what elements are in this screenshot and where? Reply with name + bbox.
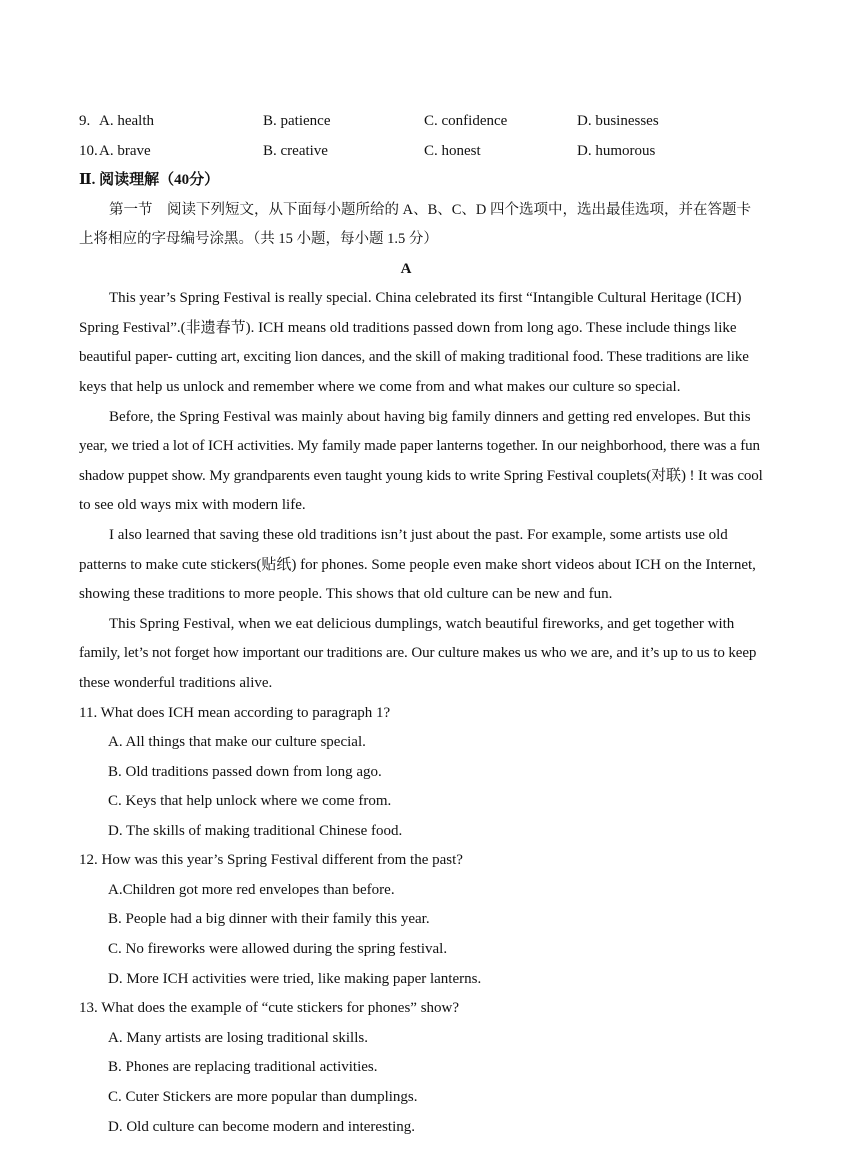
answer-option: C. No fireworks were allowed during the spring festival. xyxy=(108,941,448,957)
section-heading: Ⅱ. 阅读理解（40分） xyxy=(79,172,220,188)
option-c: C. honest xyxy=(424,143,481,159)
question-stem: 11. What does ICH mean according to paragraph 1? xyxy=(79,705,391,721)
passage-line: year, we tried a lot of ICH activities. My family made paper lanterns together. In our neighborhood, there was a fun xyxy=(79,438,760,454)
passage-line: Before, the Spring Festival was mainly about having big family dinners and getting red envelopes. But this xyxy=(109,409,751,425)
passage-label: A xyxy=(400,261,412,277)
passage-line: showing these traditions to more people. This shows that old culture can be new and fun. xyxy=(79,586,613,602)
answer-option: B. Phones are replacing traditional activities. xyxy=(108,1059,378,1075)
passage-line: Spring Festival”.(非遗春节). ICH means old traditions passed down from long ago. These include things like xyxy=(79,320,737,336)
passage-line: keys that help us unlock and remember where we come from and what makes our culture so special. xyxy=(79,379,681,395)
option-b: B. patience xyxy=(263,113,331,129)
option-a: A. brave xyxy=(99,143,151,159)
question-number: 9. xyxy=(79,113,91,129)
passage-line: This year’s Spring Festival is really special. China celebrated its first “Intangible Cultural Heritage (ICH) xyxy=(109,290,742,306)
passage-line: I also learned that saving these old traditions isn’t just about the past. For example, some artists use old xyxy=(109,527,728,543)
answer-option: D. More ICH activities were tried, like making paper lanterns. xyxy=(108,971,482,987)
passage-line: family, let’s not forget how important our traditions are. Our culture makes us who we are, and it’s up to us to keep xyxy=(79,645,757,661)
question-stem: 13. What does the example of “cute stickers for phones” show? xyxy=(79,1000,460,1016)
answer-option: B. People had a big dinner with their family this year. xyxy=(108,911,430,927)
answer-option: D. The skills of making traditional Chinese food. xyxy=(108,823,403,839)
question-number: 10. xyxy=(79,143,98,159)
option-d: D. businesses xyxy=(577,113,659,129)
passage-line: these wonderful traditions alive. xyxy=(79,675,273,691)
answer-option: B. Old traditions passed down from long ago. xyxy=(108,764,382,780)
passage-line: beautiful paper- cutting art, exciting lion dances, and the skill of making traditional food. These traditions are like xyxy=(79,349,749,365)
passage-line: shadow puppet show. My grandparents even taught young kids to write Spring Festival couplets(对联) ! It was cool xyxy=(79,468,763,484)
answer-option: A. All things that make our culture special. xyxy=(108,734,366,750)
option-a: A. health xyxy=(99,113,154,129)
option-b: B. creative xyxy=(263,143,328,159)
answer-option: C. Keys that help unlock where we come from. xyxy=(108,793,392,809)
answer-option: C. Cuter Stickers are more popular than dumplings. xyxy=(108,1089,418,1105)
passage-line: to see old ways mix with modern life. xyxy=(79,497,306,513)
option-c: C. confidence xyxy=(424,113,508,129)
passage-line: patterns to make cute stickers(贴纸) for phones. Some people even make short videos about ICH on the Internet, xyxy=(79,557,756,573)
option-d: D. humorous xyxy=(577,143,656,159)
answer-option: A.Children got more red envelopes than before. xyxy=(108,882,395,898)
answer-option: A. Many artists are losing traditional skills. xyxy=(108,1030,368,1046)
instructions-line: 上将相应的字母编号涂黑。（共 15 小题，每小题 1.5 分） xyxy=(79,231,438,247)
passage-line: This Spring Festival, when we eat delicious dumplings, watch beautiful fireworks, and get together with xyxy=(109,616,735,632)
answer-option: D. Old culture can become modern and interesting. xyxy=(108,1119,415,1135)
question-stem: 12. How was this year’s Spring Festival different from the past? xyxy=(79,852,463,868)
instructions-line: 第一节 阅读下列短文，从下面每小题所给的 A、B、C、D 四个选项中，选出最佳选项，并在答题卡 xyxy=(109,202,752,218)
